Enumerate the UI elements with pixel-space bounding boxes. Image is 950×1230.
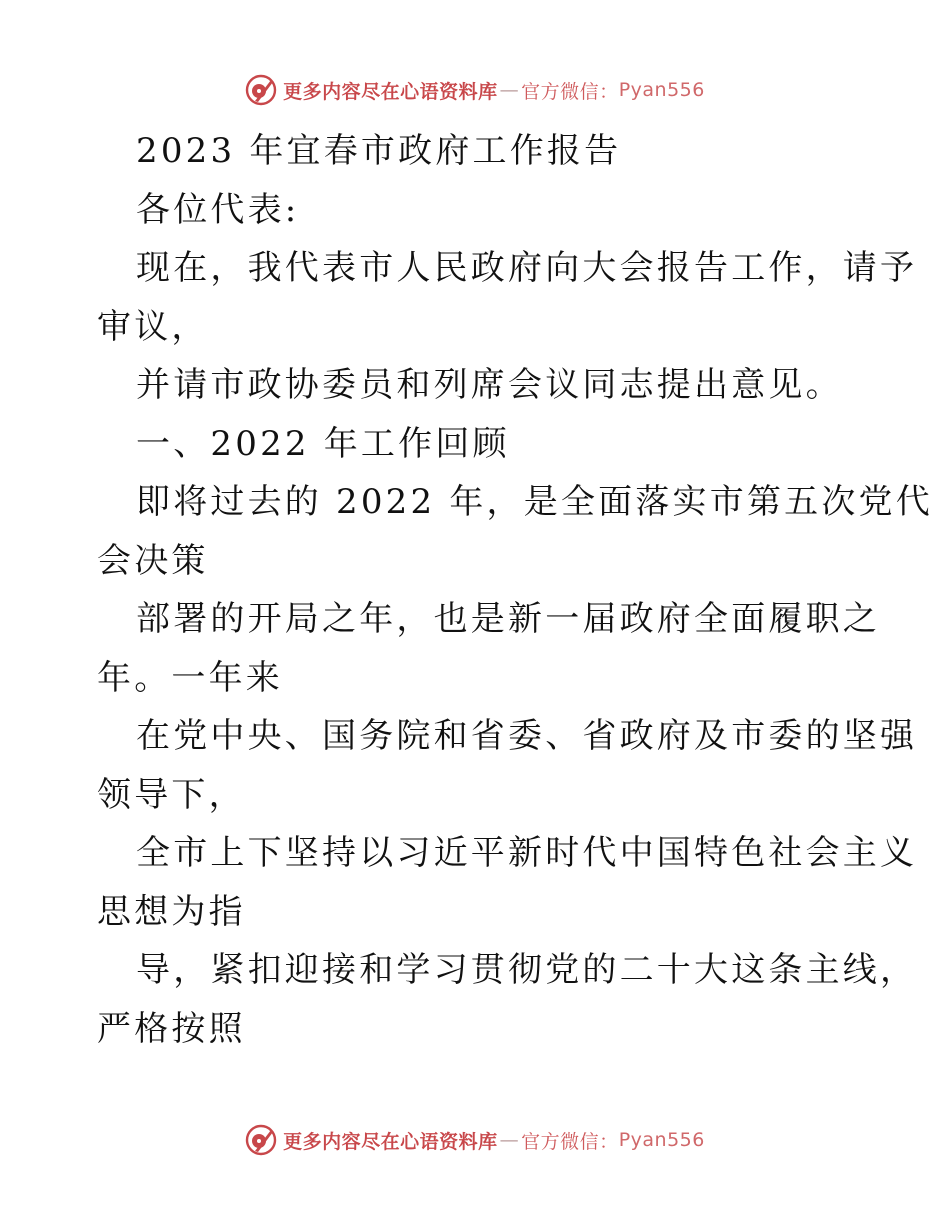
document-line: 审议， <box>97 306 209 347</box>
document-line: 2023 年宜春市政府工作报告 <box>136 131 622 171</box>
header-watermark <box>0 70 950 110</box>
watermark-main-text: 更多内容尽在心语资料库 <box>283 80 498 103</box>
document-line: 导，紧扣迎接和学习贯彻党的二十大这条主线， <box>136 950 918 990</box>
watermark-tail-text: 官方微信： <box>521 1130 619 1153</box>
watermark-wechat-id: Pyan556 <box>618 1129 705 1151</box>
document-line: 一、2022 年工作回顾 <box>136 423 510 464</box>
document-line: 并请市政协委员和列席会议同志提出意见。 <box>136 365 843 405</box>
watermark-tail-text: 官方微信： <box>521 80 619 103</box>
watermark-wechat-id: Pyan556 <box>618 79 705 101</box>
footer-watermark <box>0 1120 950 1160</box>
document-line: 各位代表: <box>136 189 300 230</box>
watermark-main-text: 更多内容尽在心语资料库 <box>283 1130 498 1153</box>
document-line: 即将过去的 2022 年，是全面落实市第五次党代 <box>136 482 933 522</box>
pen-logo-icon <box>245 74 277 106</box>
watermark-separator: — <box>499 79 520 101</box>
document-line: 严格按照 <box>97 1008 246 1049</box>
document-line: 思想为指 <box>97 891 246 932</box>
watermark-separator: — <box>499 1129 520 1151</box>
document-line: 年。一年来 <box>97 657 283 698</box>
document-line: 部署的开局之年，也是新一届政府全面履职之 <box>136 599 880 639</box>
pen-logo-icon <box>245 1124 277 1156</box>
document-line: 全市上下坚持以习近平新时代中国特色社会主义 <box>136 833 918 873</box>
document-body <box>97 122 933 1058</box>
document-line: 现在，我代表市人民政府向大会报告工作，请予 <box>136 248 918 288</box>
document-line: 会决策 <box>97 540 209 581</box>
document-line: 在党中央、国务院和省委、省政府及市委的坚强 <box>136 716 918 756</box>
document-line: 领导下， <box>97 774 246 815</box>
